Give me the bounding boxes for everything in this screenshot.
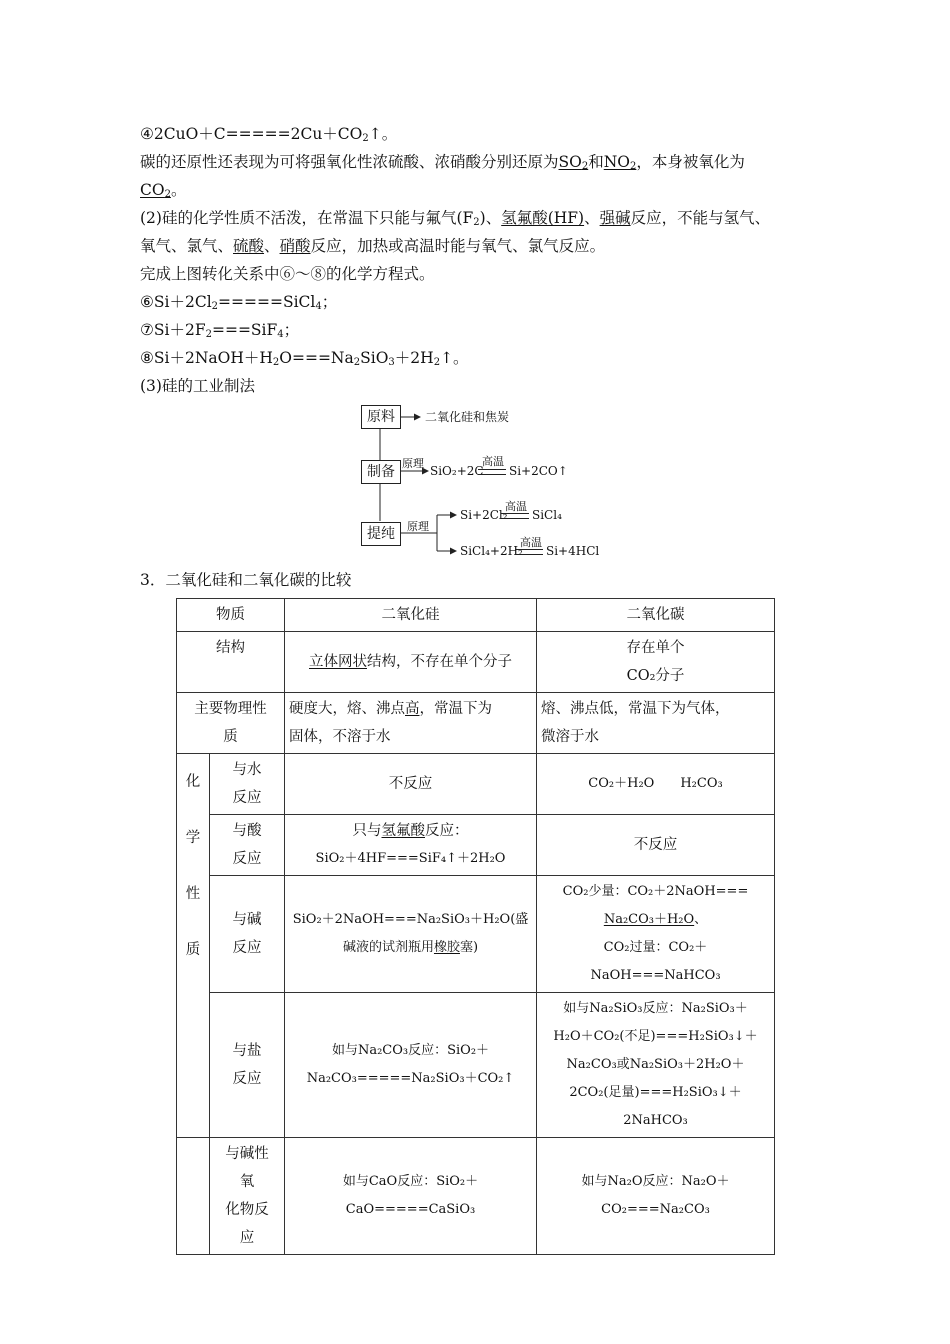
purify-eq1-left: Si+2Cl₂ — [460, 508, 508, 522]
sio2-structure: 立体网状结构，不存在单个分子 — [285, 632, 537, 693]
task-text: 完成上图转化关系中⑥～⑧的化学方程式。 — [140, 265, 435, 283]
table-row-water — [177, 754, 775, 815]
label-structure: 结构 — [177, 632, 285, 693]
si-prop-c: 氧气、氯气、 — [140, 237, 234, 255]
eq4-sub: 2 — [362, 133, 369, 144]
industry-heading: (3)硅的工业制法 — [140, 377, 255, 395]
equation-7: $⑦Si+2F_2===SiF_4$； — [140, 321, 300, 340]
table-row-structure — [177, 632, 775, 693]
co2-acid: 不反应 — [537, 815, 775, 876]
co2-alkali: CO₂少量：CO₂＋2NaOH=== Na₂CO₃＋H₂O、 CO₂过量：CO₂＋NaOH===NaHCO₃ — [537, 876, 775, 993]
table-row-basic-oxide — [177, 1138, 775, 1255]
high-temp-label-3: 高温 — [520, 536, 542, 549]
table-row-physical — [177, 693, 775, 754]
co2-water: CO₂＋H₂O H₂CO₃ — [537, 754, 775, 815]
co2-physical: 熔、沸点低，常温下为气体， 微溶于水 — [537, 693, 775, 754]
sio2-co2-comparison-table — [176, 598, 775, 1255]
sio2-basic-oxide: 如与CaO反应：SiO₂＋ CaO=====CaSiO₃ — [285, 1138, 537, 1255]
equation-6: $⑥Si+2Cl_2=====SiCl_4$； — [140, 293, 338, 312]
equation-8: $⑧Si+2NaOH+H_2O===Na_2SiO_3+2H_2↑$。 — [140, 349, 469, 368]
chemical-label-continuation — [177, 1138, 210, 1255]
sio2-alkali: SiO₂＋2NaOH===Na₂SiO₃＋H₂O(盛 碱液的试剂瓶用橡胶塞) — [285, 876, 537, 993]
hno3-underlined: 硝酸 — [279, 237, 311, 255]
co2-basic-oxide: 如与Na₂O反应：Na₂O＋ CO₂===Na₂CO₃ — [537, 1138, 775, 1255]
label-water: 与水 反应 — [210, 754, 285, 815]
table-row-salt — [177, 993, 775, 1138]
label-chemical: 化 学 性 质 — [177, 754, 210, 1138]
eq4-end: ↑。 — [368, 125, 398, 143]
label-acid: 与酸 反应 — [210, 815, 285, 876]
label-physical: 主要物理性 质 — [177, 693, 285, 754]
so2-underlined: $SO_2$ — [558, 153, 589, 172]
sio2-acid: 只与氢氟酸反应： SiO₂＋4HF===SiF₄↑＋2H₂O — [285, 815, 537, 876]
sep: 、 — [584, 209, 600, 227]
high-temp-label-1: 高温 — [482, 455, 504, 468]
preparation-box: 制备 — [361, 460, 401, 484]
label-salt: 与盐 反应 — [210, 993, 285, 1138]
prep-equals-sign — [478, 469, 506, 475]
no2-underlined: $NO_2$ — [603, 153, 637, 172]
period: 。 — [170, 181, 187, 199]
purify-eq2-left: SiCl₄+2H₂ — [460, 544, 523, 558]
raw-material-text: 二氧化硅和焦炭 — [425, 410, 510, 424]
label-basic-oxide: 与碱性 氧 化物反 应 — [210, 1138, 285, 1255]
header-co2: 二氧化碳 — [537, 599, 775, 632]
si-prop-b: 反应，不能与氢气、 — [630, 209, 771, 227]
co2-structure: 存在单个 CO₂分子 — [537, 632, 775, 693]
prep-eq-right: Si+2CO↑ — [509, 464, 568, 478]
si-prop-a: (2)硅的化学性质不活泼，在常温下只能与氟气(F — [140, 209, 474, 227]
header-substance: 物质 — [177, 599, 285, 632]
purify-eq2-right: Si+4HCl — [546, 544, 600, 558]
purify-eq1-equals — [501, 513, 529, 519]
eq4-text: ④2CuO＋C=====2Cu＋CO — [140, 125, 363, 143]
base-underlined: 强碱 — [599, 209, 631, 227]
principle-label-1: 原理 — [402, 457, 424, 470]
sio2-salt: 如与Na₂CO₃反应：SiO₂＋ Na₂CO₃=====Na₂SiO₃＋CO₂↑ — [285, 993, 537, 1138]
si-prop-a2: )、 — [479, 209, 502, 227]
f2-sub: 2 — [473, 217, 480, 228]
hf-underlined: 氢氟酸(HF) — [501, 209, 585, 227]
prep-eq-left: SiO₂+2C — [430, 464, 484, 478]
and-text: 和 — [588, 153, 604, 171]
principle-label-2: 原理 — [407, 520, 429, 533]
table-row-acid — [177, 815, 775, 876]
purify-eq2-equals — [515, 549, 543, 555]
carbon-note-a: 碳的还原性还表现为可将强氧化性浓硫酸、浓硝酸分别还原为 — [140, 153, 559, 171]
high-temp-label-2: 高温 — [505, 500, 527, 513]
sep2: 、 — [264, 237, 280, 255]
si-prop-d: 反应，加热或高温时能与氧气、氯气反应。 — [310, 237, 606, 255]
purification-box: 提纯 — [361, 522, 401, 546]
sio2-water: 不反应 — [285, 754, 537, 815]
sio2-physical: 硬度大，熔、沸点高，常温下为 固体，不溶于水 — [285, 693, 537, 754]
label-alkali: 与碱 反应 — [210, 876, 285, 993]
co2-underlined: $CO_2$ — [140, 181, 171, 200]
h2so4-underlined: 硫酸 — [233, 237, 265, 255]
table-row-alkali — [177, 876, 775, 993]
header-sio2: 二氧化硅 — [285, 599, 537, 632]
section-3-heading: 3．二氧化硅和二氧化碳的比较 — [140, 571, 352, 589]
carbon-note-b: ，本身被氧化为 — [636, 153, 745, 171]
co2-salt: 如与Na₂SiO₃反应：Na₂SiO₃＋ H₂O＋CO₂(不足)===H₂SiO₃↓＋ Na₂CO₃或Na₂SiO₃＋2H₂O＋ 2CO₂(足量)===H₂SiO₃↓＋ 2NaHCO₃ — [537, 993, 775, 1138]
raw-material-box: 原料 — [361, 405, 401, 429]
purify-eq1-right: SiCl₄ — [532, 508, 562, 522]
table-header-row — [177, 599, 775, 632]
